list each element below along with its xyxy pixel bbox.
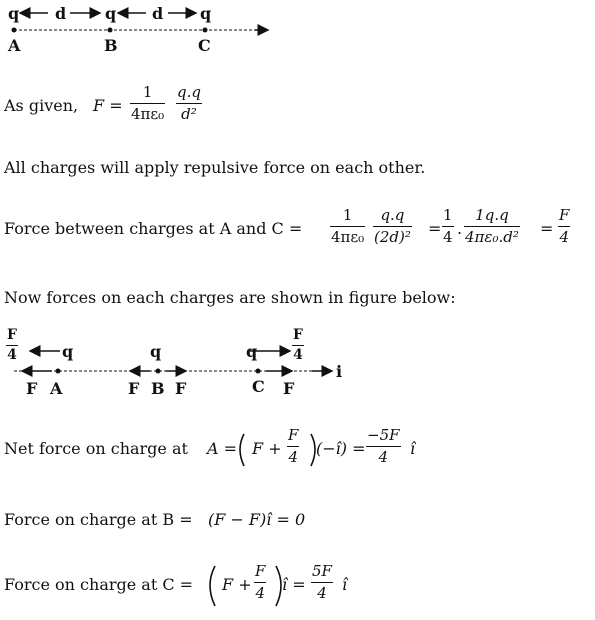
point-a-dot (12, 28, 17, 33)
fraction-qq-over-d2 (176, 83, 202, 123)
fig1-distance-d1: d (55, 4, 67, 23)
fraction-5f-over-four (311, 562, 333, 602)
fraction-denominator: 4πε₀ (331, 228, 365, 246)
fraction-bar (373, 226, 412, 227)
fraction-qq-over-4pi-eps-d2 (464, 206, 520, 246)
fig2-label-f-3: F (175, 379, 187, 398)
fig2-charge-q-a: q (62, 342, 74, 361)
fraction-numerator: F (288, 426, 299, 444)
fraction-numerator: −5F (367, 426, 400, 444)
fraction-numerator: q.q (380, 206, 405, 224)
fraction-denominator: (2d)² (374, 228, 411, 246)
fig1-point-c-label: C (198, 36, 211, 55)
fraction-bar (287, 446, 299, 447)
net-force-a-label: Net force on charge at (4, 439, 188, 458)
fraction-denominator: 4 (378, 448, 389, 466)
fraction-denominator: 4 (255, 584, 265, 602)
fraction-bar (254, 582, 266, 583)
fraction-denominator: 4 (293, 347, 303, 363)
unit-vector-i-equals: î = (282, 575, 306, 594)
fig2-label-a: A (50, 379, 63, 398)
fraction-f-over-four (287, 426, 299, 466)
forces-figure-intro: Now forces on each charges are shown in figure below: (4, 288, 456, 307)
dot-operator: . (457, 219, 463, 238)
fig2-charge-q-b: q (150, 342, 162, 361)
fig1-distance-d2: d (152, 4, 164, 23)
repulsive-force-statement: All charges will apply repulsive force on each other. (4, 158, 426, 177)
force-label-right-f-over-4 (292, 327, 304, 363)
fig2-label-b: B (151, 379, 165, 398)
as-given-label: As given, (4, 96, 79, 115)
var-a-equals: A = (207, 439, 238, 458)
fraction-f-over-four (558, 206, 570, 246)
fig1-charge-q1: q (8, 4, 20, 23)
fraction-numerator: F (7, 327, 17, 343)
fraction-f-over-four (254, 562, 266, 602)
fig2-label-c: C (252, 377, 265, 396)
fraction-neg-5f-over-four (366, 426, 401, 466)
fraction-bar (176, 103, 202, 104)
fraction-denominator: 4 (559, 228, 569, 246)
force-between-ac-label: Force between charges at A and C = (4, 219, 303, 238)
paren-open-line5 (240, 434, 244, 466)
point-b-dot (108, 28, 113, 33)
fraction-denominator: 4 (288, 448, 298, 466)
fraction-denominator: 4 (443, 228, 453, 246)
fig2-charge-q-c: q (246, 342, 258, 361)
paren-close-line5 (311, 434, 315, 466)
fraction-denominator: d² (181, 105, 197, 123)
fraction-one-over-4pi-eps (130, 83, 165, 123)
paren-open-line7 (210, 566, 215, 606)
unit-vector-i-label: i (336, 362, 343, 381)
fraction-bar (6, 345, 18, 346)
fig2-label-f-1: F (26, 379, 38, 398)
force-b-label: Force on charge at B = (4, 510, 193, 529)
direction-negative-i: (−î) = (316, 439, 366, 458)
fraction-numerator: 1 (443, 206, 453, 224)
fraction-numerator: 5F (312, 562, 332, 580)
fraction-bar (442, 226, 454, 227)
fraction-denominator: 4πε₀ (131, 105, 165, 123)
force-lhs: F = (93, 96, 123, 115)
equals-sign: = (428, 219, 442, 238)
fraction-denominator: 4 (317, 584, 327, 602)
fraction-numerator: 1 (142, 83, 153, 101)
fraction-numerator: F (559, 206, 570, 224)
point-c-dot (203, 28, 208, 33)
fraction-numerator: 1 (342, 206, 353, 224)
fraction-bar (330, 226, 365, 227)
fig2-point-b-dot (156, 369, 161, 374)
fraction-denominator: 4πε₀.d² (465, 228, 519, 246)
fraction-bar (292, 345, 304, 346)
inner-f-plus: F + (222, 575, 252, 594)
fraction-qq-over-2d2 (373, 206, 412, 246)
fig1-charge-q3: q (200, 4, 212, 23)
fraction-bar (130, 103, 165, 104)
fig1-charge-q2: q (105, 4, 117, 23)
fraction-bar (311, 582, 333, 583)
fig1-point-b-label: B (104, 36, 118, 55)
equals-sign: = (540, 219, 554, 238)
unit-vector-i: î (342, 575, 348, 594)
fraction-one-over-4pi-eps (330, 206, 365, 246)
fraction-one-over-four (442, 206, 454, 246)
force-b-expression: (F − F)î = 0 (208, 510, 306, 529)
paren-close-line7 (276, 566, 281, 606)
fig2-label-f-2: F (128, 379, 140, 398)
fraction-bar (366, 446, 401, 447)
force-label-left-f-over-4 (6, 327, 18, 363)
fig2-point-c-dot (256, 369, 261, 374)
fig2-point-a-dot (56, 369, 61, 374)
force-c-label: Force on charge at C = (4, 575, 194, 594)
fraction-numerator: F (255, 562, 266, 580)
fig2-label-f-4: F (283, 379, 295, 398)
fraction-denominator: 4 (7, 347, 17, 363)
fraction-numerator: q.q (177, 83, 201, 101)
fraction-bar (464, 226, 520, 227)
unit-vector-i: î (410, 439, 416, 458)
inner-f-plus: F + (252, 439, 282, 458)
fig1-point-a-label: A (8, 36, 21, 55)
fraction-bar (558, 226, 570, 227)
fraction-numerator: 1q.q (475, 206, 509, 224)
fraction-numerator: F (293, 327, 303, 343)
